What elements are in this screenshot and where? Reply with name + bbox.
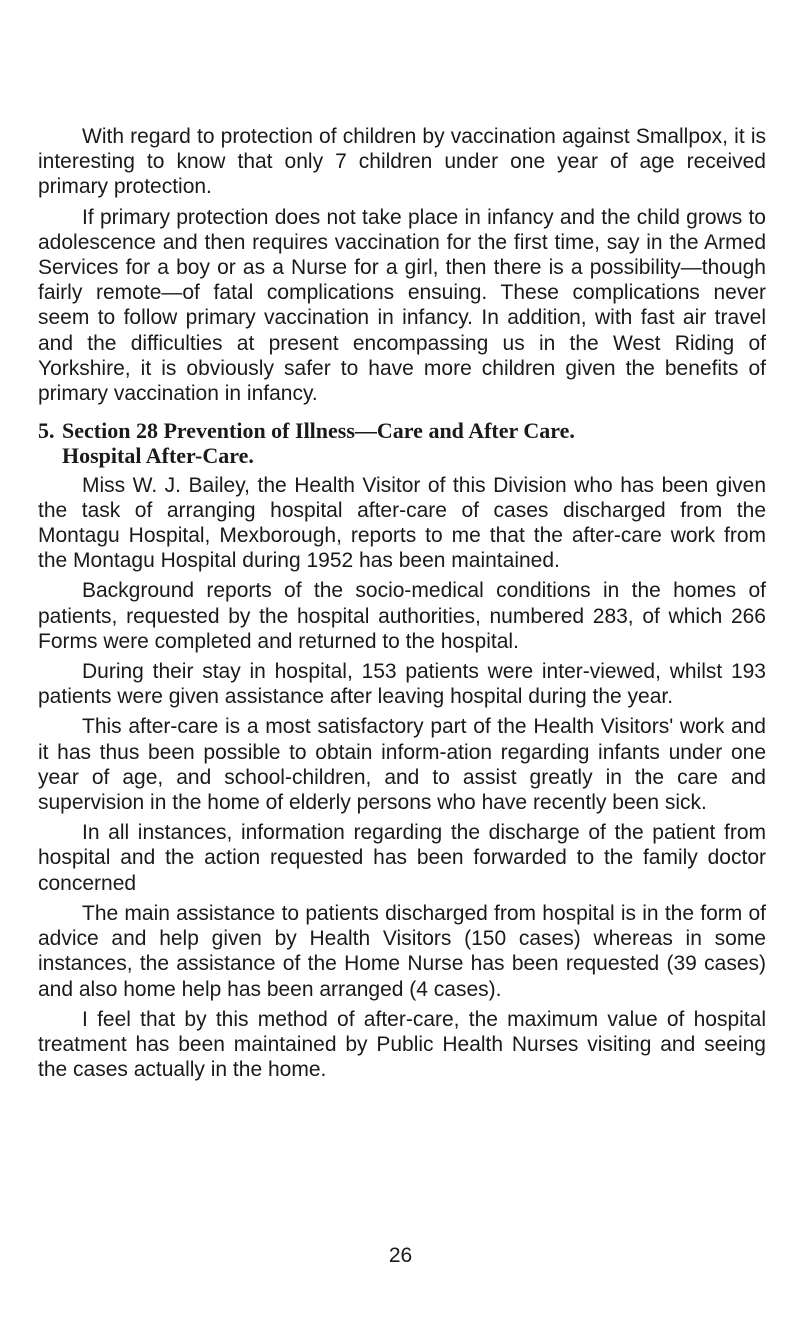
paragraph-patients-interviewed: During their stay in hospital, 153 patients were inter-viewed, whilst 193 patients were given assistance after leaving hospital during the year. bbox=[38, 660, 766, 709]
paragraph-primary-protection: If primary protection does not take place in infancy and the child grows to adolescence and then requires vaccination for the first time, say in the Armed Services for a boy or as a Nurse for a girl, then there is a possibility—though fairly remote—of fatal complications ensuing. These complications never seem to follow primary vaccination in infancy. In addition, with fast air travel and the difficulties at present encompassing us in the West Riding of Yorkshire, it is obviously safer to have more children given the benefits of primary vaccination in infancy. bbox=[38, 205, 766, 406]
paragraph-background-reports: Background reports of the socio-medical conditions in the homes of patients, requested by the hospital authorities, numbered 283, of which 266 Forms were completed and returned to the hospital. bbox=[38, 579, 766, 653]
paragraph-conclusion: I feel that by this method of after-care, the maximum value of hospital treatment has been maintained by Public Health Nurses visiting and seeing the cases actually in the home. bbox=[38, 1007, 766, 1082]
section-heading bbox=[38, 418, 766, 443]
paragraph-discharge-information: In all instances, information regarding the discharge of the patient from hospital and the action requested has been forwarded to the family doctor concerned bbox=[38, 821, 766, 895]
section-title: Section 28 Prevention of Illness—Care and After Care. bbox=[62, 418, 575, 444]
section-number: 5. bbox=[38, 418, 55, 444]
body-text bbox=[38, 124, 766, 1087]
paragraph-main-assistance: The main assistance to patients discharged from hospital is in the form of advice and help given by Health Visitors (150 cases) whereas in some instances, the assistance of the Home Nurse has been requested (39 cases) and also home help has been arranged (4 cases). bbox=[38, 901, 766, 1001]
page-number: 26 bbox=[388, 1244, 413, 1267]
paragraph-smallpox-vaccination: With regard to protection of children by vaccination against Smallpox, it is interesting to know that only 7 children under one year of age received primary protection. bbox=[38, 125, 766, 199]
paragraph-after-care-satisfactory: This after-care is a most satisfactory part of the Health Visitors' work and it has thus been possible to obtain inform-ation regarding infants under one year of age, and school-children, and to assist greatly in the care and supervision in the home of elderly persons who have recently been sick. bbox=[38, 715, 766, 815]
paragraph-health-visitor: Miss W. J. Bailey, the Health Visitor of this Division who has been given the task of arranging hospital after-care of cases discharged from the Montagu Hospital, Mexborough, reports to me that the after-care work from the Montagu Hospital during 1952 has been maintained. bbox=[38, 473, 766, 573]
section-subtitle: Hospital After-Care. bbox=[62, 443, 254, 469]
